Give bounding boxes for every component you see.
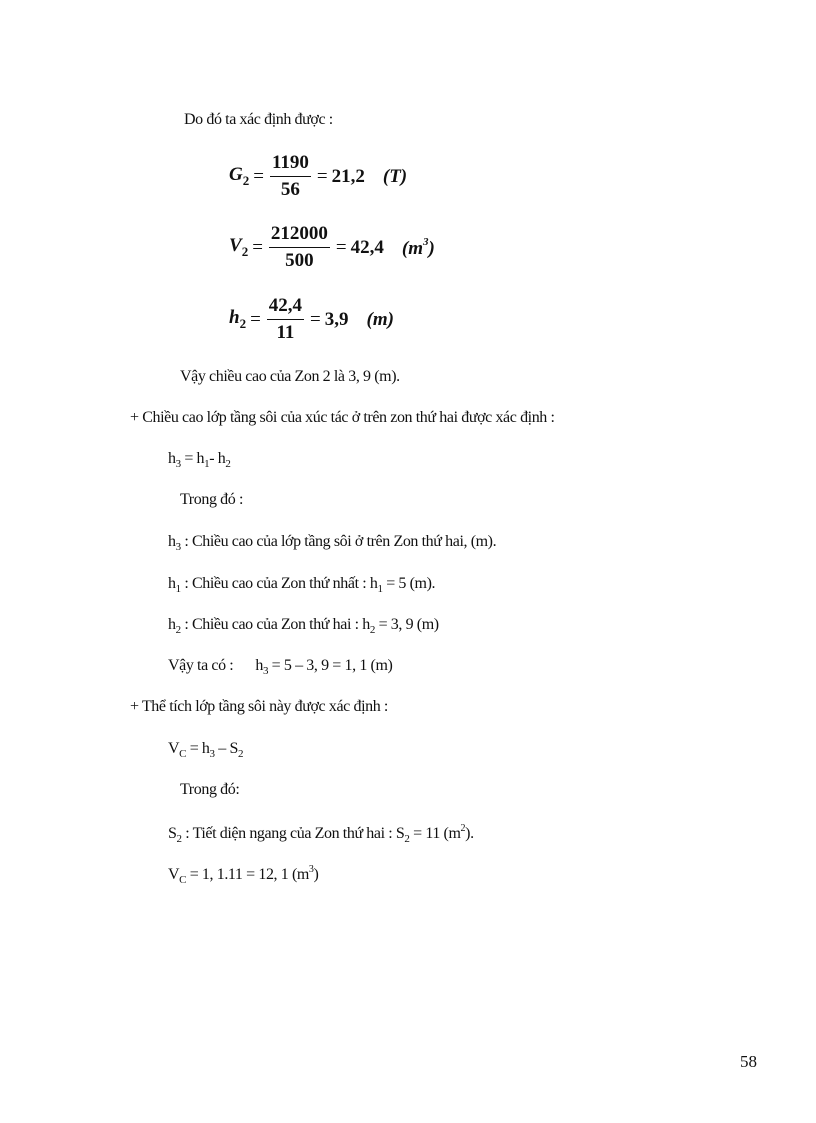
- eq-var: $h_2$: [229, 307, 247, 331]
- eq-var: $G_2$: [229, 164, 250, 188]
- denominator: 11: [276, 322, 295, 343]
- where-label: Trong đó:: [180, 781, 240, 798]
- eq-result: 42,4: [350, 236, 384, 258]
- conclusion-text: Vậy chiều cao của Zon 2 là 3, 9 (m).: [180, 368, 400, 385]
- numerator: 212000: [269, 223, 330, 248]
- definition-s2: $S_2$ : Tiết diện ngang của Zon thứ hai : $S_2 = 11$ $(m^2)$.: [168, 823, 474, 845]
- eq-unit: $(m^3)$: [401, 235, 435, 259]
- fraction: [269, 223, 330, 272]
- definition-h3: $h_3$ : Chiều cao của lớp tầng sôi ở trên Zon thứ hai, (m).: [168, 533, 497, 553]
- definition-h2: $h_2$ : Chiều cao của Zon thứ hai : $h_2 = 3$, 9 (m): [168, 616, 439, 636]
- section2-formula: $V_C = h_3 - S_2$: [168, 740, 244, 760]
- equation-h2: [229, 295, 394, 344]
- eq-sign: =: [310, 308, 321, 330]
- eq-var: $V_2$: [229, 235, 249, 259]
- result-h3: Vậy ta có : $h_3 = 5 - 3$, 9 = 1, 1 (m): [168, 657, 393, 677]
- where-label: Trong đó :: [180, 491, 243, 508]
- eq-sign: =: [316, 165, 328, 187]
- eq-unit: (m): [366, 308, 394, 330]
- result-vc: $V_C = 1$, 1.11 = 12, 1 $(m^3)$: [168, 864, 319, 886]
- section2-heading: + Thể tích lớp tầng sôi này được xác định :: [130, 698, 388, 715]
- fraction: [270, 152, 311, 201]
- eq-sign: =: [335, 236, 347, 258]
- denominator: 56: [280, 179, 300, 200]
- numerator: 1190: [270, 152, 311, 177]
- equation-g2: [229, 152, 407, 201]
- fraction: [267, 295, 304, 344]
- equation-v2: [229, 223, 435, 272]
- definition-h1: $h_1$ : Chiều cao của Zon thứ nhất : $h_1 = 5$ (m).: [168, 575, 436, 595]
- page-number: 58: [740, 1052, 757, 1071]
- denominator: 500: [285, 250, 314, 271]
- section1-formula: $h_3 = h_1-$ $h_2$: [168, 450, 231, 470]
- numerator: 42,4: [267, 295, 304, 320]
- eq-sign: =: [250, 308, 261, 330]
- eq-sign: =: [252, 236, 263, 258]
- intro-text: Do đó ta xác định được :: [184, 111, 333, 128]
- eq-unit: (T): [382, 165, 408, 187]
- eq-result: 3,9: [324, 308, 349, 330]
- section1-heading: + Chiều cao lớp tầng sôi của xúc tác ở trên zon thứ hai được xác định :: [130, 409, 555, 426]
- eq-sign: =: [253, 165, 264, 187]
- eq-result: 21,2: [331, 165, 365, 187]
